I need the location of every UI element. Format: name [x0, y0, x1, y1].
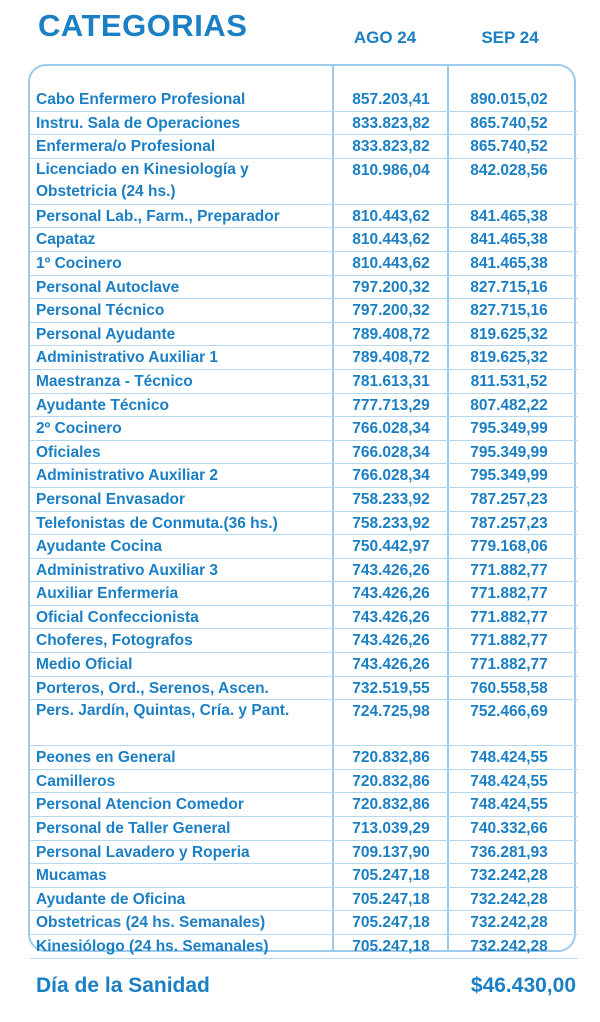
value-sep: 819.625,32: [470, 325, 548, 343]
table-row: [30, 159, 578, 205]
category-name: Choferes, Fotografos: [36, 632, 193, 650]
value-ago: 750.442,97: [352, 538, 430, 556]
category-name: Pers. Jardín, Quintas, Cría. y Pant.: [36, 702, 290, 720]
column-header-ago: AGO 24: [353, 28, 417, 47]
value-sep: 771.882,77: [470, 632, 548, 650]
value-sep: 760.558,58: [470, 679, 548, 697]
value-sep: 865.740,52: [470, 114, 548, 132]
value-sep: 732.242,28: [470, 914, 548, 932]
value-ago: 810.443,62: [352, 231, 430, 249]
table-row: [30, 677, 578, 701]
category-name: Administrativo Auxiliar 3: [36, 561, 219, 579]
table-row: [30, 911, 578, 935]
table-row: [30, 276, 578, 300]
table-row: [30, 535, 578, 559]
value-sep: 811.531,52: [470, 372, 548, 390]
value-ago: 797.200,32: [352, 302, 430, 320]
category-name: Mucamas: [36, 867, 107, 885]
value-ago: 777.713,29: [352, 396, 430, 414]
table-row: [30, 323, 578, 347]
value-ago: 797.200,32: [352, 278, 430, 296]
value-sep: 740.332,66: [470, 820, 548, 838]
value-ago: 724.725,98: [352, 703, 430, 721]
value-sep: 795.349,99: [470, 467, 548, 485]
value-ago: 758.233,92: [352, 514, 430, 532]
category-name: 2º Cocinero: [36, 420, 122, 438]
value-ago: 743.426,26: [352, 585, 430, 603]
table-row: [30, 299, 578, 323]
value-ago: 758.233,92: [352, 490, 430, 508]
value-sep: 732.242,28: [470, 890, 548, 908]
table-row: [30, 417, 578, 441]
table-row: [30, 700, 578, 746]
value-ago: 766.028,34: [352, 467, 430, 485]
table-row: [30, 864, 578, 888]
table-row: [30, 793, 578, 817]
table-rows: [30, 88, 578, 959]
table-row: [30, 394, 578, 418]
category-name: Camilleros: [36, 772, 116, 790]
value-ago: 833.823,82: [352, 138, 430, 156]
category-name: Auxiliar Enfermeria: [36, 585, 179, 603]
value-ago: 810.443,62: [352, 207, 430, 225]
category-name: Telefonistas de Conmuta.(36 hs.): [36, 514, 278, 532]
value-ago: 789.408,72: [352, 349, 430, 367]
value-ago: 857.203,41: [352, 91, 430, 108]
value-sep: 841.465,38: [470, 207, 548, 225]
value-ago: 810.986,04: [352, 161, 430, 179]
value-ago: 789.408,72: [352, 325, 430, 343]
category-name: Oficiales: [36, 443, 101, 461]
value-sep: 807.482,22: [470, 396, 548, 414]
footer-amount: $46.430,00: [470, 974, 576, 997]
footer-label: Día de la Sanidad: [36, 974, 210, 997]
value-ago: 720.832,86: [352, 772, 430, 790]
table-row: [30, 488, 578, 512]
value-ago: 743.426,26: [352, 632, 430, 650]
value-ago: 810.443,62: [352, 254, 430, 272]
value-sep: 732.242,28: [470, 938, 548, 955]
category-name: Personal Envasador: [36, 490, 186, 508]
category-name: Personal Lab., Farm., Preparador: [36, 207, 280, 225]
category-name: Capataz: [36, 231, 96, 249]
table-row: [30, 135, 578, 159]
table-row: [30, 88, 578, 112]
category-name: Obstetricas (24 hs. Semanales): [36, 914, 266, 932]
table-row: [30, 252, 578, 276]
value-ago: 705.247,18: [352, 914, 430, 932]
category-name: Administrativo Auxiliar 2: [36, 467, 219, 485]
category-name: Peones en General: [36, 749, 176, 767]
value-ago: 781.613,31: [352, 372, 430, 390]
category-name: Cabo Enfermero Profesional: [36, 91, 246, 108]
value-ago: 766.028,34: [352, 443, 430, 461]
table-header: [0, 0, 600, 60]
value-sep: 787.257,23: [470, 490, 548, 508]
category-name: Maestranza - Técnico: [36, 372, 193, 390]
value-ago: 705.247,18: [352, 938, 430, 955]
category-name: 1º Cocinero: [36, 254, 122, 272]
value-sep: 841.465,38: [470, 254, 548, 272]
category-name: Personal Atencion Comedor: [36, 796, 244, 814]
category-name: Personal Lavadero y Roperia: [36, 843, 250, 861]
table-row: [30, 512, 578, 536]
value-sep: 827.715,16: [470, 278, 548, 296]
value-ago: 720.832,86: [352, 749, 430, 767]
value-sep: 771.882,77: [470, 585, 548, 603]
value-sep: 748.424,55: [470, 772, 548, 790]
category-name: Ayudante de Oficina: [36, 890, 186, 908]
value-sep: 771.882,77: [470, 608, 548, 626]
value-ago: 705.247,18: [352, 890, 430, 908]
table-row: [30, 228, 578, 252]
table-row: [30, 582, 578, 606]
value-sep: 779.168,06: [470, 538, 548, 556]
page-title: CATEGORIAS: [38, 8, 248, 43]
column-header-sep: SEP 24: [481, 28, 539, 47]
table-row: [30, 629, 578, 653]
value-ago: 709.137,90: [352, 843, 430, 861]
category-name: Instru. Sala de Operaciones: [36, 114, 241, 132]
value-sep: 865.740,52: [470, 138, 548, 156]
value-ago: 713.039,29: [352, 820, 430, 838]
value-ago: 766.028,34: [352, 420, 430, 438]
table-row: [30, 606, 578, 630]
salary-table: [28, 64, 576, 955]
category-name: Personal de Taller General: [36, 820, 231, 838]
table-row: [30, 746, 578, 770]
footer: [0, 960, 600, 1010]
table-row: [30, 935, 578, 959]
value-sep: 771.882,77: [470, 561, 548, 579]
table-row: [30, 370, 578, 394]
value-sep: 819.625,32: [470, 349, 548, 367]
value-sep: 841.465,38: [470, 231, 548, 249]
value-ago: 732.519,55: [352, 679, 430, 697]
table-row: [30, 559, 578, 583]
value-sep: 748.424,55: [470, 749, 548, 767]
value-sep: 736.281,93: [470, 843, 548, 861]
value-sep: 732.242,28: [470, 867, 548, 885]
category-name: Enfermera/o Profesional: [36, 138, 216, 156]
value-sep: 787.257,23: [470, 514, 548, 532]
value-sep: 752.466,69: [470, 703, 548, 721]
category-name: Licenciado en Kinesiología y Obstetricia (24 hs.): [36, 160, 249, 201]
value-ago: 705.247,18: [352, 867, 430, 885]
value-sep: 842.028,56: [470, 161, 548, 179]
category-name: Medio Oficial: [36, 656, 133, 674]
table-row: [30, 841, 578, 865]
value-ago: 833.823,82: [352, 114, 430, 132]
table-row: [30, 205, 578, 229]
category-name: Personal Técnico: [36, 302, 165, 320]
table-row: [30, 653, 578, 677]
table-row: [30, 464, 578, 488]
category-name: Personal Autoclave: [36, 278, 180, 296]
value-sep: 827.715,16: [470, 302, 548, 320]
value-sep: 771.882,77: [470, 656, 548, 674]
value-sep: 748.424,55: [470, 796, 548, 814]
category-name: Oficial Confeccionista: [36, 608, 199, 626]
value-ago: 720.832,86: [352, 796, 430, 814]
category-name: Ayudante Técnico: [36, 396, 169, 414]
table-row: [30, 112, 578, 136]
table-row: [30, 817, 578, 841]
category-name: Personal Ayudante: [36, 325, 176, 343]
value-sep: 890.015,02: [470, 91, 548, 108]
category-name: Ayudante Cocina: [36, 538, 163, 556]
category-name: Kinesiólogo (24 hs. Semanales): [36, 938, 269, 955]
value-ago: 743.426,26: [352, 656, 430, 674]
table-row: [30, 888, 578, 912]
category-name: Administrativo Auxiliar 1: [36, 349, 219, 367]
value-sep: 795.349,99: [470, 443, 548, 461]
value-sep: 795.349,99: [470, 420, 548, 438]
value-ago: 743.426,26: [352, 561, 430, 579]
table-row: [30, 770, 578, 794]
category-name: Porteros, Ord., Serenos, Ascen.: [36, 679, 269, 697]
table-row: [30, 346, 578, 370]
table-row: [30, 441, 578, 465]
value-ago: 743.426,26: [352, 608, 430, 626]
